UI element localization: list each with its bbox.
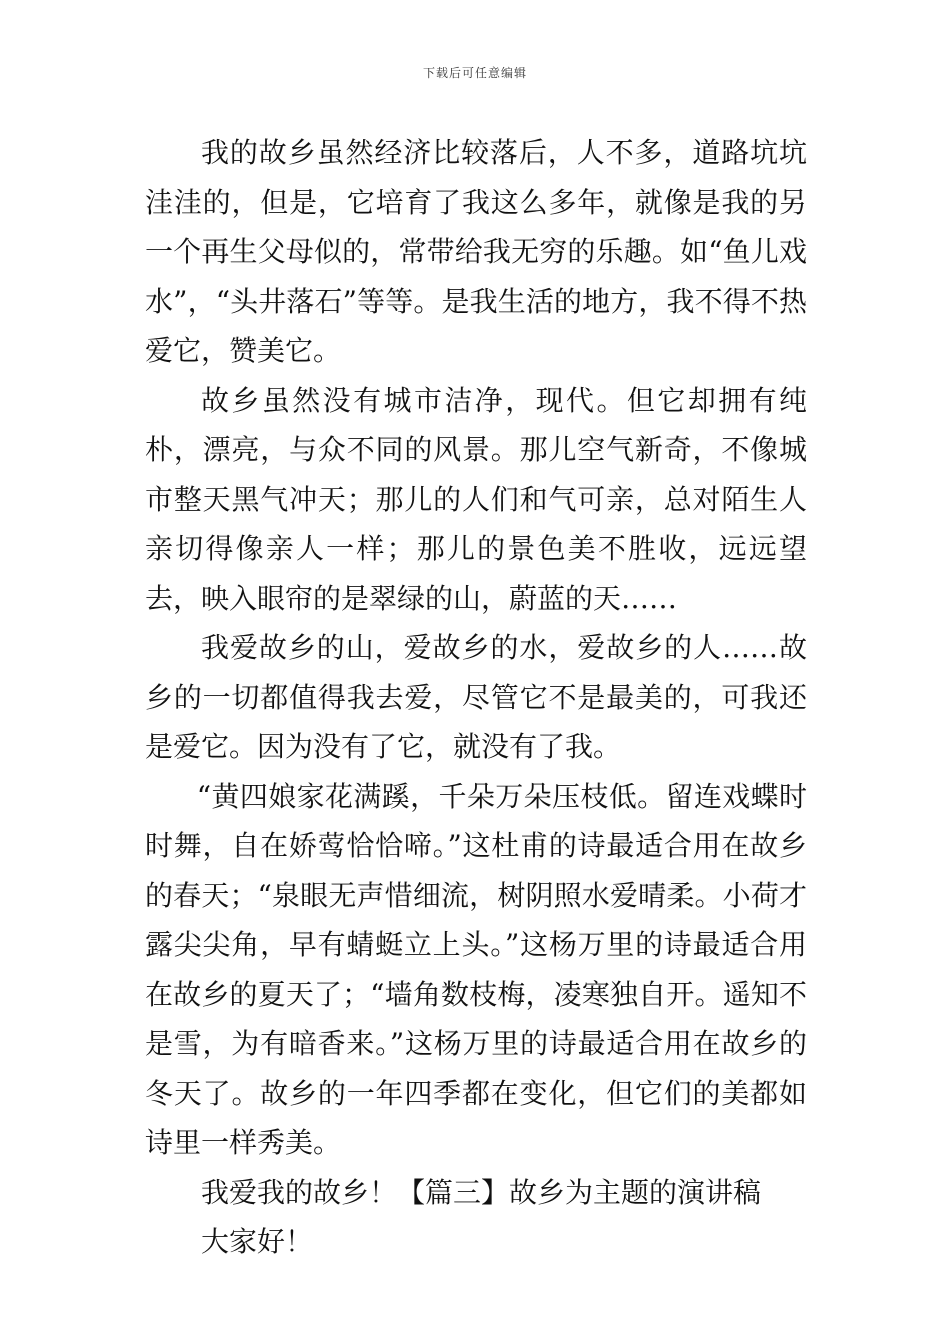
paragraph: 我爱故乡的山，爱故乡的水，爱故乡的人……故乡的一切都值得我去爱，尽管它不是最美的，可我还是爱它。因为没有了它，就没有了我。 [145, 631, 807, 763]
paragraph: “黄四娘家花满蹊，千朵万朵压枝低。留连戏蝶时时舞，自在娇莺恰恰啼。”这杜甫的诗最适合用在故乡的春天；“泉眼无声惜细流，树阴照水爱晴柔。小荷才露尖尖角，早有蜻蜓立上头。”这杨万里的诗最适合用在故乡的夏天了；“墙角数枝梅，凌寒独自开。遥知不是雪，为有暗香来。”这杨万里的诗最适合用在故乡的冬天了。故乡的一年四季都在变化，但它们的美都如诗里一样秀美。 [145, 779, 807, 1159]
paragraph: 我爱我的故乡！【篇三】故乡为主题的演讲稿 [201, 1175, 762, 1209]
paragraph: 故乡虽然没有城市洁净，现代。但它却拥有纯朴，漂亮，与众不同的风景。那儿空气新奇，不像城市整天黑气冲天；那儿的人们和气可亲，总对陌生人亲切得像亲人一样；那儿的景色美不胜收，远远望去，映入眼帘的是翠绿的山，蔚蓝的天…… [145, 383, 807, 615]
paragraph: 大家好！ [201, 1225, 314, 1258]
document-body [145, 128, 807, 1267]
paragraph: 我的故乡虽然经济比较落后，人不多，道路坑坑洼洼的，但是，它培育了我这么多年，就像是我的另一个再生父母似的，常带给我无穷的乐趣。如“鱼儿戏水”，“头井落石”等等。是我生活的地方，我不得不热爱它，赞美它。 [145, 136, 807, 367]
header-note: 下载后可任意编辑 [422, 66, 527, 80]
